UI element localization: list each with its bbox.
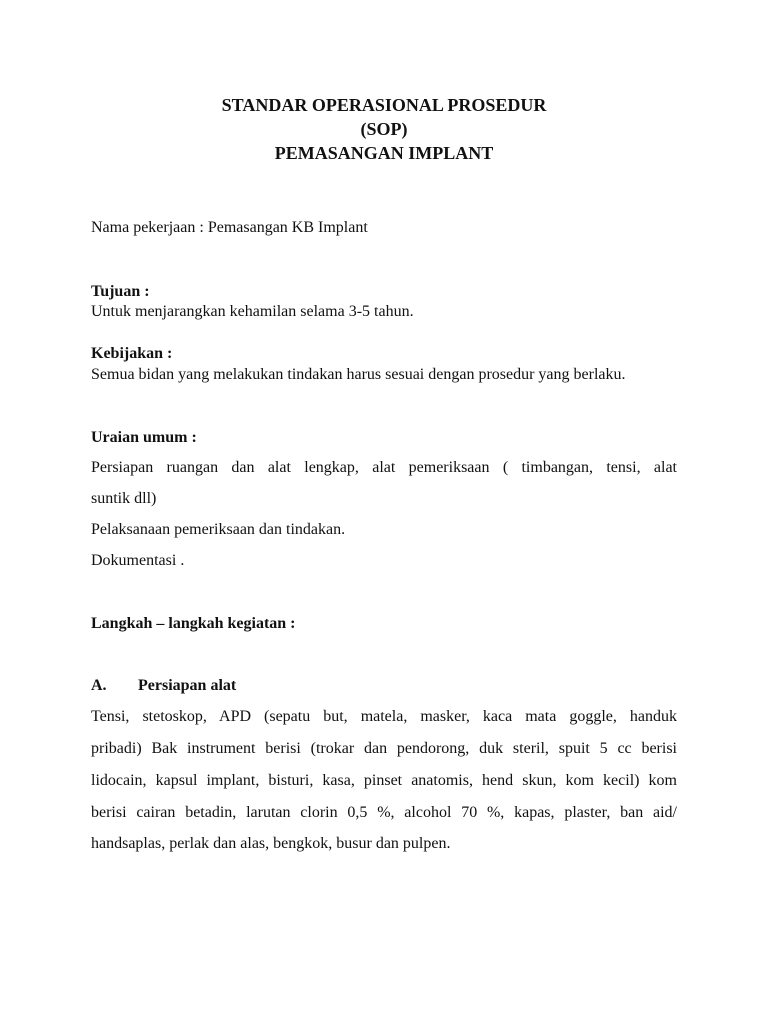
section-a-line-3: lidocain, kapsul implant, bisturi, kasa, pinset anatomis, hend skun, kom kecil) kom [91, 772, 677, 789]
section-a-line-4: berisi cairan betadin, larutan clorin 0,5 %, alcohol 70 %, kapas, plaster, ban aid/ [91, 804, 677, 821]
uraian-umum-line-1: Persiapan ruangan dan alat lengkap, alat pemeriksaan ( timbangan, tensi, alat [91, 459, 677, 476]
kebijakan-heading: Kebijakan : [91, 345, 173, 362]
section-a-letter: A. [91, 677, 107, 694]
kebijakan-text: Semua bidan yang melakukan tindakan harus sesuai dengan prosedur yang berlaku. [91, 366, 626, 383]
section-a-title: Persiapan alat [138, 677, 237, 694]
uraian-umum-heading: Uraian umum : [91, 429, 197, 446]
nama-pekerjaan: Nama pekerjaan : Pemasangan KB Implant [91, 219, 368, 236]
title-line-3: PEMASANGAN IMPLANT [274, 143, 494, 163]
uraian-umum-line-3: Pelaksanaan pemeriksaan dan tindakan. [91, 521, 346, 538]
section-a-heading [91, 676, 236, 696]
tujuan-heading: Tujuan : [91, 283, 150, 300]
langkah-heading: Langkah – langkah kegiatan : [91, 615, 296, 632]
section-a-line-5: handsaplas, perlak dan alas, bengkok, busur dan pulpen. [91, 835, 451, 852]
section-a-line-1: Tensi, stetoskop, APD (sepatu but, matela, masker, kaca mata goggle, handuk [91, 708, 677, 725]
uraian-umum-line-2: suntik dll) [91, 490, 157, 507]
tujuan-text: Untuk menjarangkan kehamilan selama 3-5 tahun. [91, 303, 414, 320]
document-title [0, 93, 768, 165]
uraian-umum-line-4: Dokumentasi . [91, 552, 185, 569]
title-line-2: (SOP) [360, 119, 408, 139]
title-line-1: STANDAR OPERASIONAL PROSEDUR [221, 95, 547, 115]
section-a-line-2: pribadi) Bak instrument berisi (trokar dan pendorong, duk steril, spuit 5 cc berisi [91, 740, 677, 757]
